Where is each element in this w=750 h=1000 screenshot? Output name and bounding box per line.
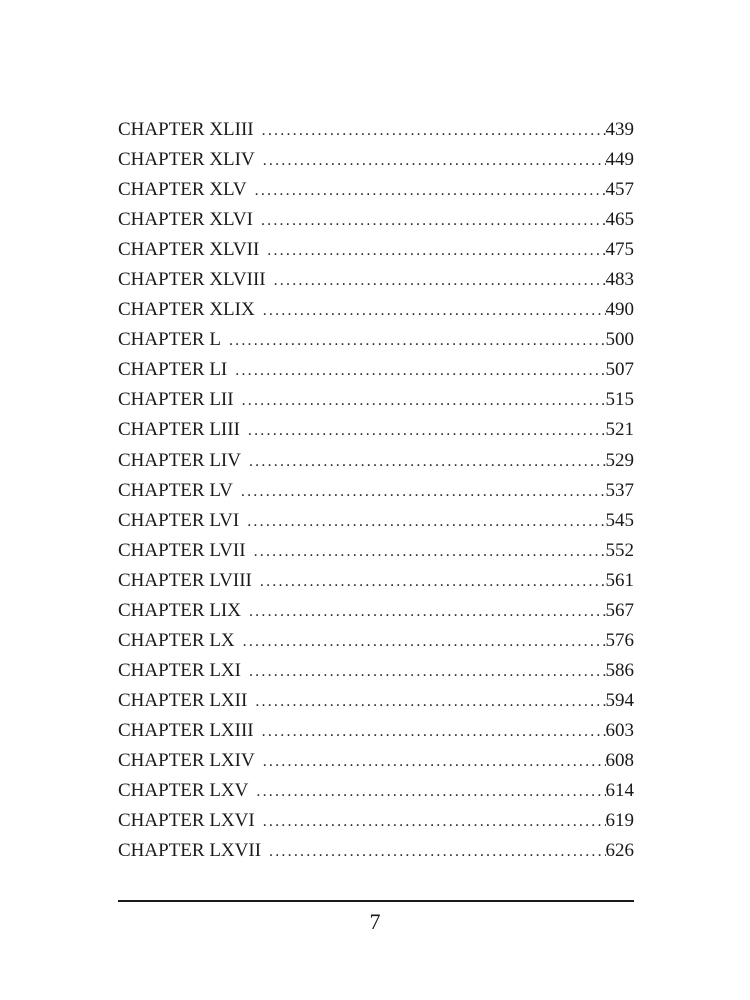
- toc-dot-leader: [249, 447, 606, 477]
- toc-entry-label: CHAPTER XLVIII: [118, 269, 266, 291]
- toc-entry-page: 449: [605, 149, 634, 171]
- toc-entry-page: 545: [605, 509, 634, 531]
- toc-entry: [118, 596, 634, 626]
- toc-entry: [118, 776, 634, 806]
- toc-entry-page: 552: [605, 539, 634, 561]
- toc-entry-label: CHAPTER XLIX: [118, 299, 255, 321]
- toc-entry-page: 515: [605, 389, 634, 411]
- table-of-contents: [118, 115, 634, 866]
- toc-entry: [118, 506, 634, 536]
- toc-entry-label: CHAPTER LIV: [118, 449, 241, 471]
- toc-dot-leader: [255, 176, 606, 206]
- toc-entry-page: 594: [605, 689, 634, 711]
- page-number: 7: [369, 909, 381, 934]
- toc-dot-leader: [274, 266, 606, 296]
- toc-entry-label: CHAPTER LVII: [118, 539, 246, 561]
- toc-dot-leader: [235, 356, 605, 386]
- toc-dot-leader: [262, 116, 606, 146]
- toc-entry: [118, 265, 634, 295]
- toc-entry: [118, 836, 634, 866]
- toc-entry: [118, 626, 634, 656]
- toc-entry-label: CHAPTER LXVII: [118, 840, 262, 862]
- toc-entry: [118, 686, 634, 716]
- toc-dot-leader: [254, 537, 606, 567]
- toc-dot-leader: [242, 386, 606, 416]
- toc-entry-page: 619: [605, 810, 634, 832]
- toc-dot-leader: [269, 837, 605, 867]
- toc-entry: [118, 536, 634, 566]
- toc-entry-page: 439: [605, 119, 634, 140]
- toc-entry: [118, 385, 634, 415]
- toc-dot-leader: [255, 687, 605, 717]
- toc-entry: [118, 746, 634, 776]
- toc-entry-label: CHAPTER LXIV: [118, 749, 255, 771]
- toc-dot-leader: [229, 326, 606, 356]
- toc-entry: [118, 656, 634, 686]
- toc-entry-page: 507: [605, 359, 634, 381]
- toc-entry: [118, 115, 634, 145]
- toc-dot-leader: [243, 627, 606, 657]
- toc-entry-label: CHAPTER LXII: [118, 689, 248, 711]
- toc-entry-page: 475: [605, 239, 634, 261]
- toc-entry-label: CHAPTER LV: [118, 479, 233, 501]
- toc-entry-label: CHAPTER XLIII: [118, 119, 254, 140]
- toc-dot-leader: [262, 717, 606, 747]
- toc-entry-page: 614: [605, 780, 634, 802]
- toc-entry-label: CHAPTER XLVII: [118, 239, 260, 261]
- toc-entry: [118, 295, 634, 325]
- toc-entry-label: CHAPTER XLV: [118, 179, 247, 201]
- toc-entry: [118, 205, 634, 235]
- toc-dot-leader: [263, 807, 606, 837]
- toc-dot-leader: [247, 507, 605, 537]
- toc-entry: [118, 476, 634, 506]
- toc-entry: [118, 415, 634, 445]
- toc-dot-leader: [248, 416, 606, 446]
- toc-entry-label: CHAPTER L: [118, 329, 221, 351]
- toc-entry-page: 500: [605, 329, 634, 351]
- toc-dot-leader: [256, 777, 605, 807]
- toc-entry-label: CHAPTER XLIV: [118, 149, 255, 171]
- toc-entry-page: 529: [605, 449, 634, 471]
- toc-entry-label: CHAPTER LX: [118, 629, 235, 651]
- toc-entry-page: 457: [605, 179, 634, 201]
- toc-entry-page: 576: [605, 629, 634, 651]
- toc-entry-label: CHAPTER LIX: [118, 599, 241, 621]
- toc-entry-page: 603: [605, 719, 634, 741]
- toc-entry: [118, 806, 634, 836]
- toc-dot-leader: [261, 206, 606, 236]
- toc-dot-leader: [241, 477, 606, 507]
- toc-entry-label: CHAPTER LI: [118, 359, 228, 381]
- toc-entry-label: CHAPTER LXV: [118, 780, 249, 802]
- toc-entry-label: CHAPTER LIII: [118, 419, 240, 441]
- toc-entry-label: CHAPTER LXVI: [118, 810, 255, 832]
- toc-entry-label: CHAPTER LVIII: [118, 569, 252, 591]
- toc-entry: [118, 355, 634, 385]
- toc-entry-page: 626: [605, 840, 634, 862]
- toc-entry-page: 537: [605, 479, 634, 501]
- toc-entry-page: 561: [605, 569, 634, 591]
- toc-entry-page: 465: [605, 209, 634, 231]
- toc-entry-label: CHAPTER LXIII: [118, 719, 254, 741]
- toc-entry-page: 608: [605, 749, 634, 771]
- toc-entry: [118, 325, 634, 355]
- toc-entry-page: 483: [605, 269, 634, 291]
- toc-entry-page: 586: [605, 659, 634, 681]
- toc-entry: [118, 566, 634, 596]
- toc-entry-page: 567: [605, 599, 634, 621]
- toc-entry: [118, 145, 634, 175]
- toc-dot-leader: [263, 296, 606, 326]
- toc-dot-leader: [260, 567, 606, 597]
- toc-entry: [118, 716, 634, 746]
- toc-dot-leader: [249, 657, 606, 687]
- toc-entry-page: 490: [605, 299, 634, 321]
- toc-entry: [118, 446, 634, 476]
- toc-entry-label: CHAPTER LVI: [118, 509, 240, 531]
- toc-dot-leader: [263, 747, 606, 777]
- toc-entry-label: CHAPTER XLVI: [118, 209, 253, 231]
- toc-entry-label: CHAPTER LII: [118, 389, 234, 411]
- toc-entry-label: CHAPTER LXI: [118, 659, 241, 681]
- toc-entry: [118, 175, 634, 205]
- toc-entry: [118, 235, 634, 265]
- toc-dot-leader: [249, 597, 606, 627]
- footer-rule: [118, 900, 634, 902]
- toc-dot-leader: [267, 236, 605, 266]
- toc-dot-leader: [263, 146, 606, 176]
- toc-entry-page: 521: [605, 419, 634, 441]
